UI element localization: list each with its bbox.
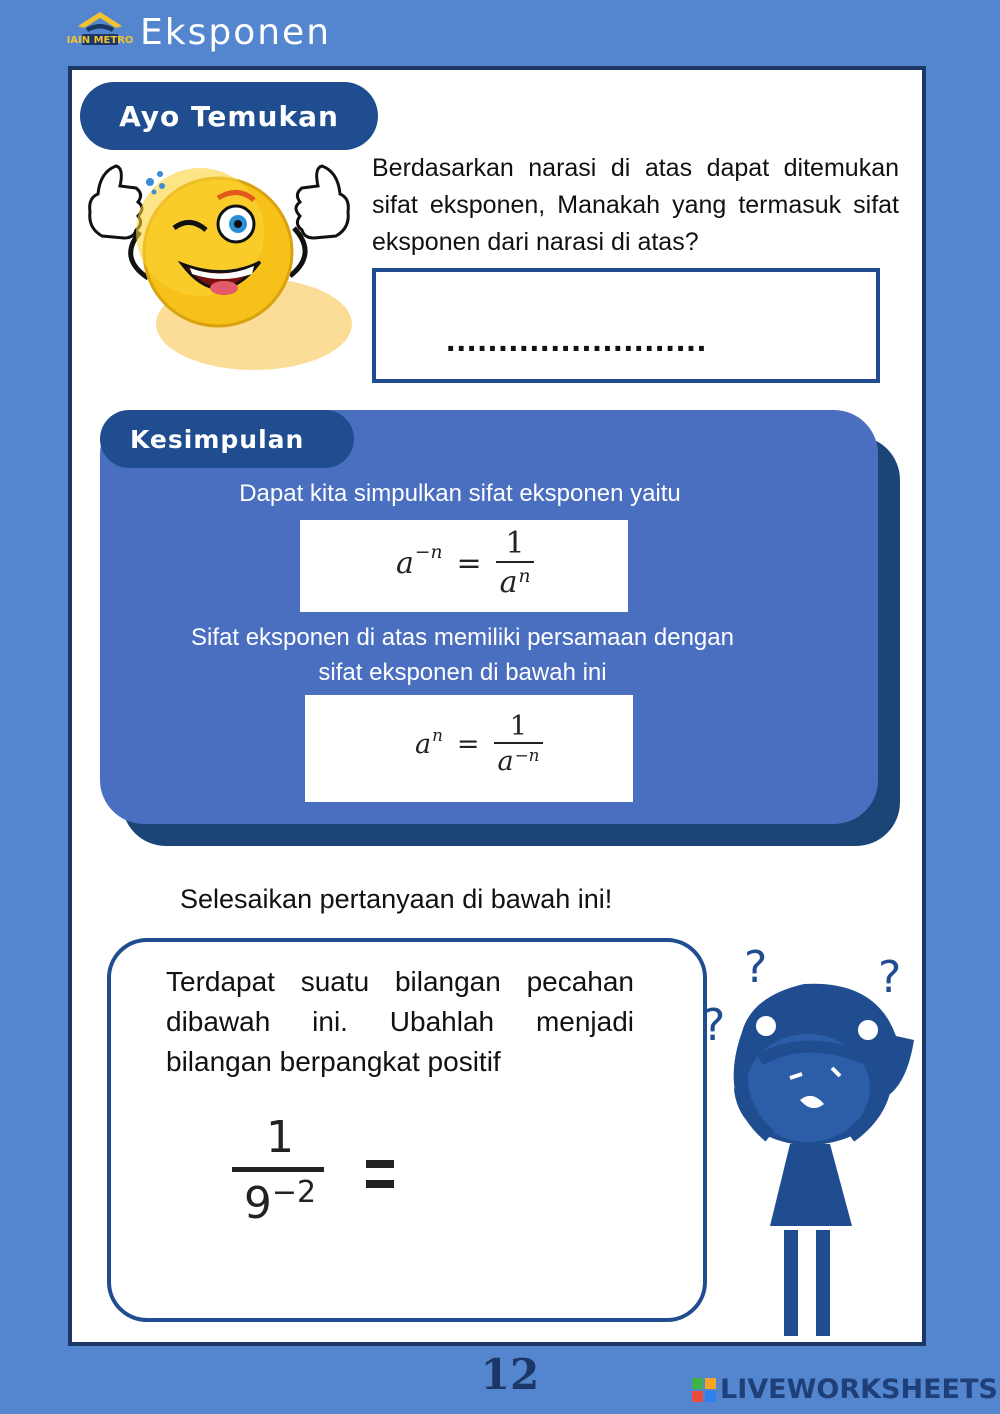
kesimpulan-label: Kesimpulan — [100, 410, 354, 468]
conclusion-middle-text: Sifat eksponen di atas memiliki persamaan dengan sifat eksponen di bawah ini — [191, 624, 734, 686]
task-fraction — [232, 1112, 328, 1229]
iain-metro-logo — [66, 6, 134, 56]
formula-positive-exponent: a n = $\frac{1}{a^{-n}}$ — [415, 711, 543, 777]
formula-box-2 — [305, 695, 633, 802]
svg-text:?: ? — [702, 1000, 726, 1051]
fraction-denominator: $9^{-2}$ — [243, 1175, 317, 1229]
answer-placeholder: ......................... — [446, 321, 708, 359]
winking-smiley-thumbs-up-icon — [78, 158, 360, 374]
logo-text: IAIN METRO — [66, 35, 134, 46]
liveworksheets-text: LIVEWORKSHEETS — [720, 1374, 998, 1405]
discover-question: Berdasarkan narasi di atas dapat ditemukan sifat eksponen, Manakah yang termasuk sifat eksponen dari narasi di atas? — [372, 154, 899, 256]
answer-input-box[interactable] — [372, 268, 880, 383]
fraction-numerator: 1 — [266, 1112, 294, 1163]
equals-sign — [366, 1158, 394, 1192]
liveworksheets-icon — [692, 1378, 716, 1402]
formula-box-1 — [300, 520, 628, 612]
conclusion-intro: Dapat kita simpulkan sifat eksponen yaitu — [239, 480, 681, 507]
ayo-temukan-label: Ayo Temukan — [80, 82, 378, 150]
formula-negative-exponent: a −n = $\frac{1}{a^n}$ — [396, 526, 534, 600]
task-instruction: Selesaikan pertanyaan di bawah ini! — [180, 884, 613, 914]
svg-text:?: ? — [744, 942, 768, 993]
liveworksheets-brand — [692, 1374, 998, 1405]
page-title: Eksponen — [140, 12, 332, 53]
page-number: 12 — [480, 1350, 540, 1399]
confused-girl-illustration — [700, 940, 920, 1338]
svg-text:?: ? — [878, 952, 902, 1003]
task-text: Terdapat suatu bilangan pecahan dibawah ini. Ubahlah menjadi bilangan berpangkat positif — [166, 966, 634, 1077]
